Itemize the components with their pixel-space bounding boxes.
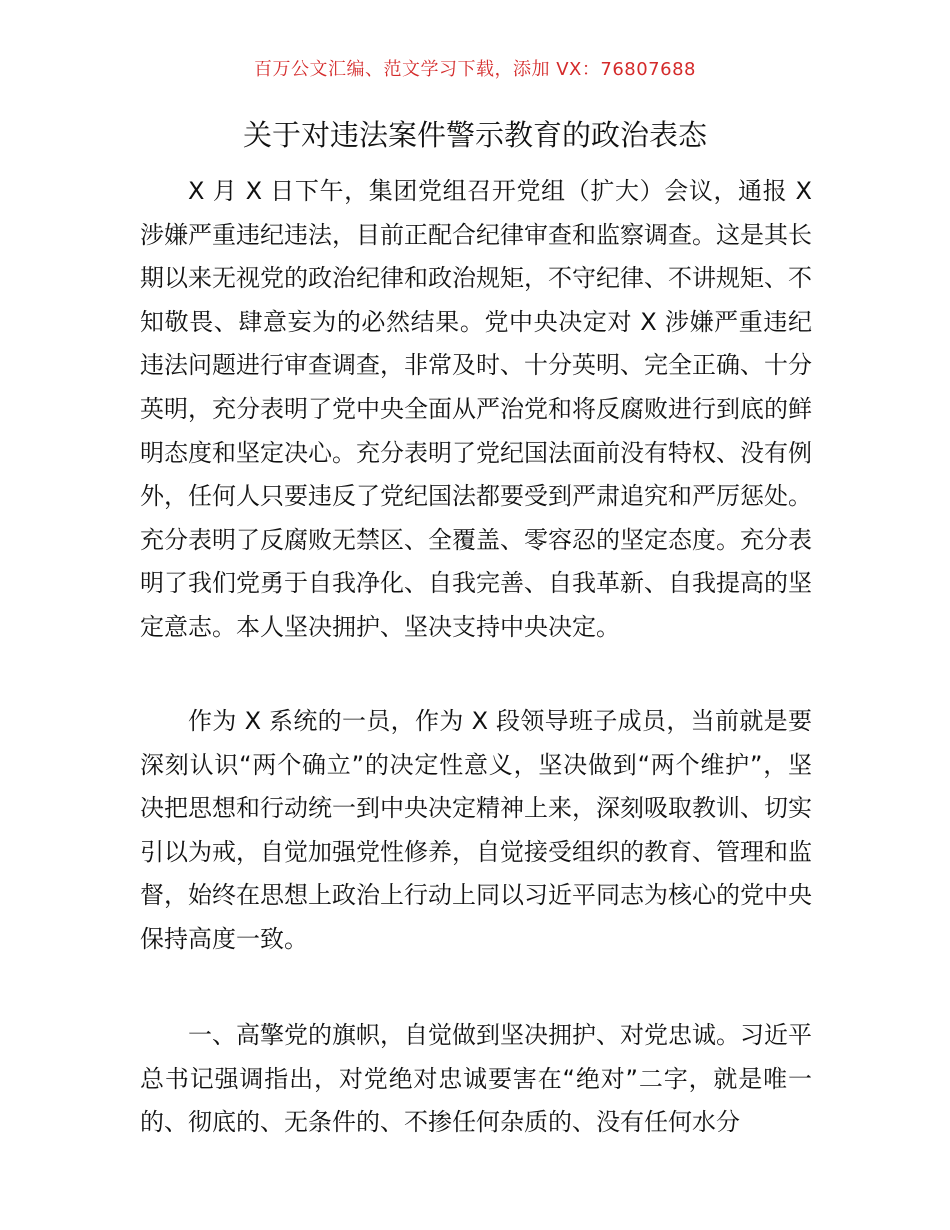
body-paragraph-2: 作为 X 系统的一员，作为 X 段领导班子成员，当前就是要深刻认识“两个确立”的决定性意义，坚决做到“两个维护”，坚决把思想和行动统一到中央决定精神上来，深刻吸取教训、切实引以为戒，自觉加强党性修养，自觉接受组织的教育、管理和监督，始终在思想上政治上行动上同以习近平同志为核心的党中央保持高度一致。	[140, 707, 812, 953]
page-title: 关于对违法案件警示教育的政治表态	[242, 118, 707, 152]
body-paragraph-3: 一、高擎党的旗帜，自觉做到坚决拥护、对党忠诚。习近平总书记强调指出，对党绝对忠诚要害在“绝对”二字，就是唯一的、彻底的、无条件的、不掺任何杂质的、没有任何水分	[140, 1021, 812, 1137]
header-ad-banner: 百万公文汇编、范文学习下载，添加 VX：76807688	[254, 59, 696, 80]
body-paragraph-1: X 月 X 日下午，集团党组召开党组（扩大）会议，通报 X 涉嫌严重违纪违法，目前正配合纪律审查和监察调查。这是其长期以来无视党的政治纪律和政治规矩，不守纪律、不讲规矩、不知敬畏、肆意妄为的必然结果。党中央决定对 X 涉嫌严重违纪违法问题进行审查调查，非常及时、十分英明、完全正确、十分英明，充分表明了党中央全面从严治党和将反腐败进行到底的鲜明态度和坚定决心。充分表明了党纪国法面前没有特权、没有例外，任何人只要违反了党纪国法都要受到严肃追究和严厉惩处。充分表明了反腐败无禁区、全覆盖、零容忍的坚定态度。充分表明了我们党勇于自我净化、自我完善、自我革新、自我提高的坚定意志。本人坚决拥护、坚决支持中央决定。	[140, 177, 812, 641]
